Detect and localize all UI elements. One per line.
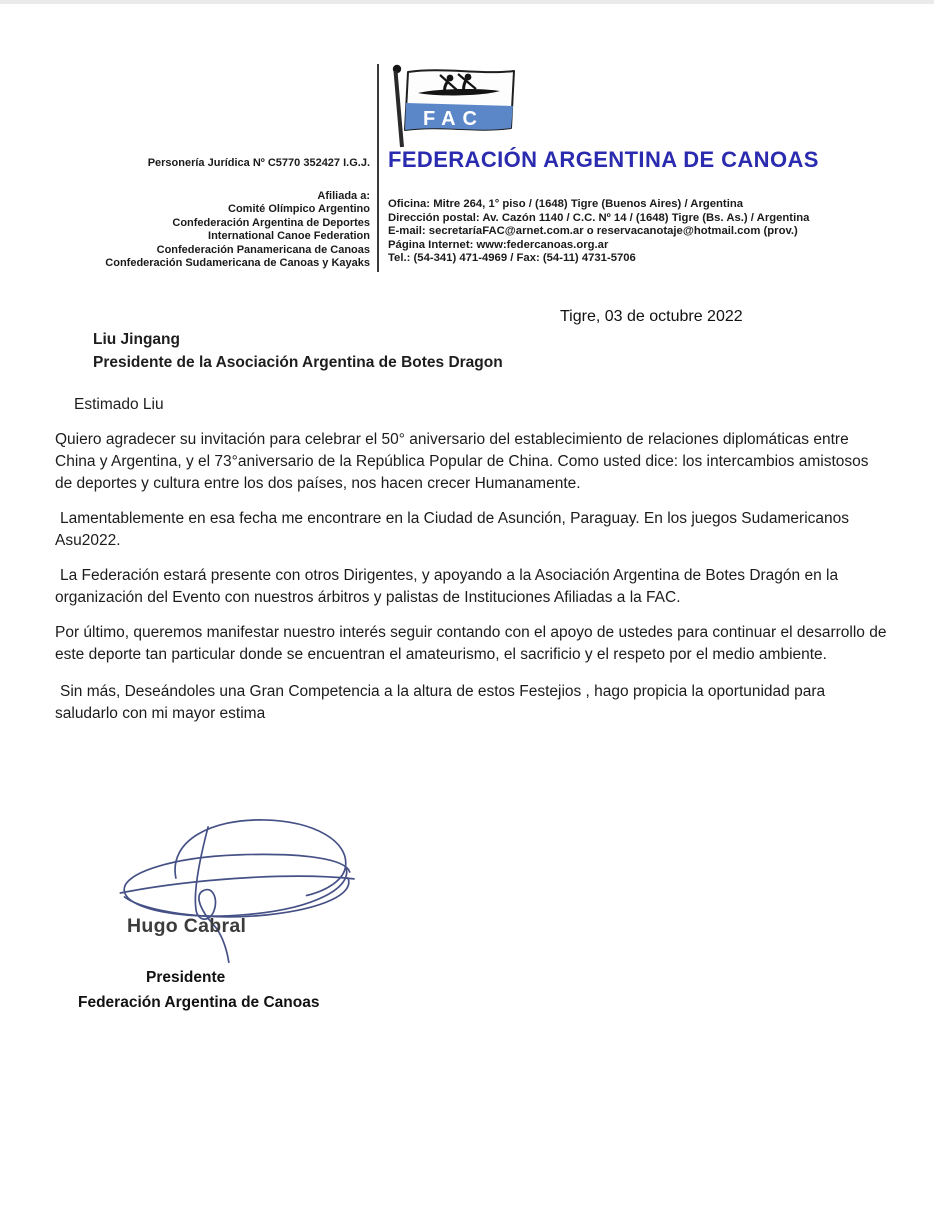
org-name-title: FEDERACIÓN ARGENTINA DE CANOAS xyxy=(388,147,819,172)
flag-acronym-text: FAC xyxy=(423,108,484,130)
signatory-name: Hugo Cabral xyxy=(127,915,247,937)
body-paragraph-1: Quiero agradecer su invitación para celebrar el 50° aniversario del establecimiento de relaciones diplomáticas entre China y Argentina, y el 73°aniversario de la República Popular de China. Como usted dice: los intercambios amistosos de deportes y cultura entre los dos países, nos hacen crecer Humanamente. xyxy=(55,431,869,492)
legal-registration: Personería Jurídica Nº C5770 352427 I.G.J. xyxy=(147,157,370,169)
scan-edge-strip xyxy=(0,0,934,4)
affiliation-item: Confederación Panamericana de Canoas xyxy=(156,243,370,256)
letterhead-left-column xyxy=(0,157,370,271)
recipient-name: Liu Jingang xyxy=(93,331,180,348)
affiliation-item: Confederación Argentina de Deportes xyxy=(172,216,370,229)
recipient-title: Presidente de la Asociación Argentina de Botes Dragon xyxy=(93,354,503,371)
affiliation-item: International Canoe Federation xyxy=(208,230,370,242)
letter-date: Tigre, 03 de octubre 2022 xyxy=(560,308,743,325)
affiliation-item: Comité Olímpico Argentino xyxy=(228,203,370,215)
contact-office-line: Oficina: Mitre 264, 1° piso / (1648) Tigre (Buenos Aires) / Argentina xyxy=(388,198,744,210)
contact-phone-line: Tel.: (54-341) 471-4969 / Fax: (54-11) 4731-5706 xyxy=(388,252,636,265)
signatory-title: Presidente xyxy=(146,969,226,986)
flag-canoe-icon xyxy=(388,62,520,148)
contact-email-line: E-mail: secretaríaFAC@arnet.com.ar o reservacanotaje@hotmail.com (prov.) xyxy=(388,225,798,238)
signature-scribble-icon xyxy=(107,792,363,971)
contact-website-line: Página Internet: www:federcanoas.org.ar xyxy=(388,238,609,251)
body-paragraph-2: Lamentablemente en esa fecha me encontrare en la Ciudad de Asunción, Paraguay. En los juegos Sudamericanos Asu2022. xyxy=(55,510,849,549)
body-paragraph-5: Sin más, Deseándoles una Gran Competencia a la altura de estos Festejios , hago propicia la oportunidad para saludarlo con mi mayor estima xyxy=(55,683,826,722)
fac-flag-logo xyxy=(388,62,520,148)
body-paragraph-4: Por último, queremos manifestar nuestro interés seguir contando con el apoyo de ustedes para continuar el desarrollo de este deporte tan particular donde se encuentran el amateurismo, el sacrificio y el respeto por el medio ambiente. xyxy=(55,624,887,663)
handwritten-signature xyxy=(107,792,363,971)
letterhead-contact-block xyxy=(388,198,809,266)
affiliated-label: Afiliada a: xyxy=(317,189,370,202)
letterhead-divider xyxy=(377,64,379,272)
contact-postal-line: Dirección postal: Av. Cazón 1140 / C.C. Nº 14 / (1648) Tigre (Bs. As.) / Argentina xyxy=(388,211,810,224)
salutation: Estimado Liu xyxy=(74,396,164,413)
signatory-organization: Federación Argentina de Canoas xyxy=(78,994,320,1011)
affiliation-item: Confederación Sudamericana de Canoas y Kayaks xyxy=(105,257,370,269)
body-paragraph-3: La Federación estará presente con otros Dirigentes, y apoyando a la Asociación Argentina de Botes Dragón en la organización del Evento con nuestros árbitros y palistas de Instituciones Afiliadas a la FAC. xyxy=(55,567,839,606)
